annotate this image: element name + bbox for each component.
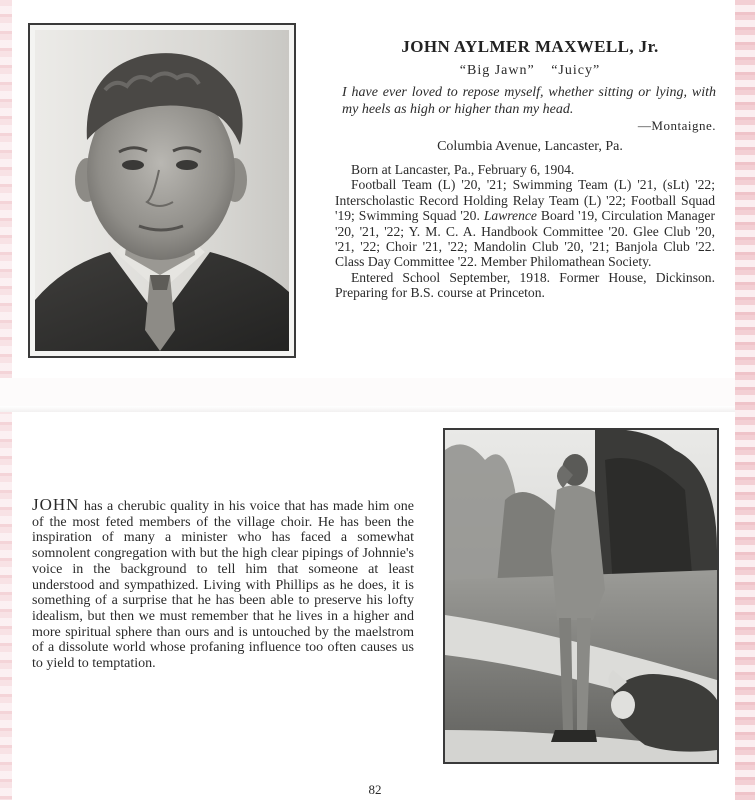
quote-author: —Montaigne. <box>637 118 716 133</box>
address: Columbia Avenue, Lancaster, Pa. <box>437 139 623 154</box>
nickname: “Juicy” <box>551 63 601 78</box>
lawrence-title: Lawrence <box>483 208 537 224</box>
story-dropcap: JOHN <box>32 495 80 514</box>
decorative-border-right <box>735 0 755 800</box>
story-paragraph <box>32 497 414 672</box>
page-gutter <box>0 378 735 412</box>
quote: I have ever loved to repose myself, whether sitting or lying, with my heels as high or higher than my head. <box>342 85 716 117</box>
biography <box>335 162 715 301</box>
bio-school: Entered School September, 1918. Former House, Dickinson. Preparing for B.S. course at Princeton. <box>335 269 715 301</box>
page-number: 82 <box>368 782 382 797</box>
student-name: JOHN AYLMER MAXWELL, Jr. <box>401 37 659 56</box>
story-text: has a cherubic quality in his voice that has made him one of the most feted members of the village choir. He has been the inspiration of many a minister who has faced a somewhat somnolent congregation with but the high clear pipings of Johnnie's voice in the background to tell him that someone at least understood and sympathized. Living with Phillips as he does, it is something of a surprise that he has been able to preserve his lofty idealism, but then we must remember that he lives in a higher and more spiritual sphere than ours and is untouched by the maelstrom of a dissolute world whose profaning influence too often causes us to yield to temptation. <box>32 499 414 672</box>
outdoor-photo <box>443 428 719 764</box>
nicknames <box>340 63 720 79</box>
portrait-photo <box>28 23 296 358</box>
outdoor-illustration <box>445 430 717 762</box>
nickname: “Big Jawn” <box>459 63 535 78</box>
portrait-illustration <box>35 30 289 351</box>
bio-activities: Football Team (L) '20, '21; Swimming Team (L) '21, (sLt) '22; Interscholastic Record Holding Relay Team (L) '22; Football Squad '19; Swimming Squad '20. Lawrence Board '19, Circulation Manager '20, '21, '22; Y. M. C. A. Handbook Committee '20. Glee Club '20, '21, '22; Choir '21, '22; Mandolin Club '20, '21; Banjola Club '22. Class Day Committee '22. Member Philomathean Society. <box>335 177 715 270</box>
bio-born: Born at Lancaster, Pa., February 6, 1904. <box>351 162 575 177</box>
